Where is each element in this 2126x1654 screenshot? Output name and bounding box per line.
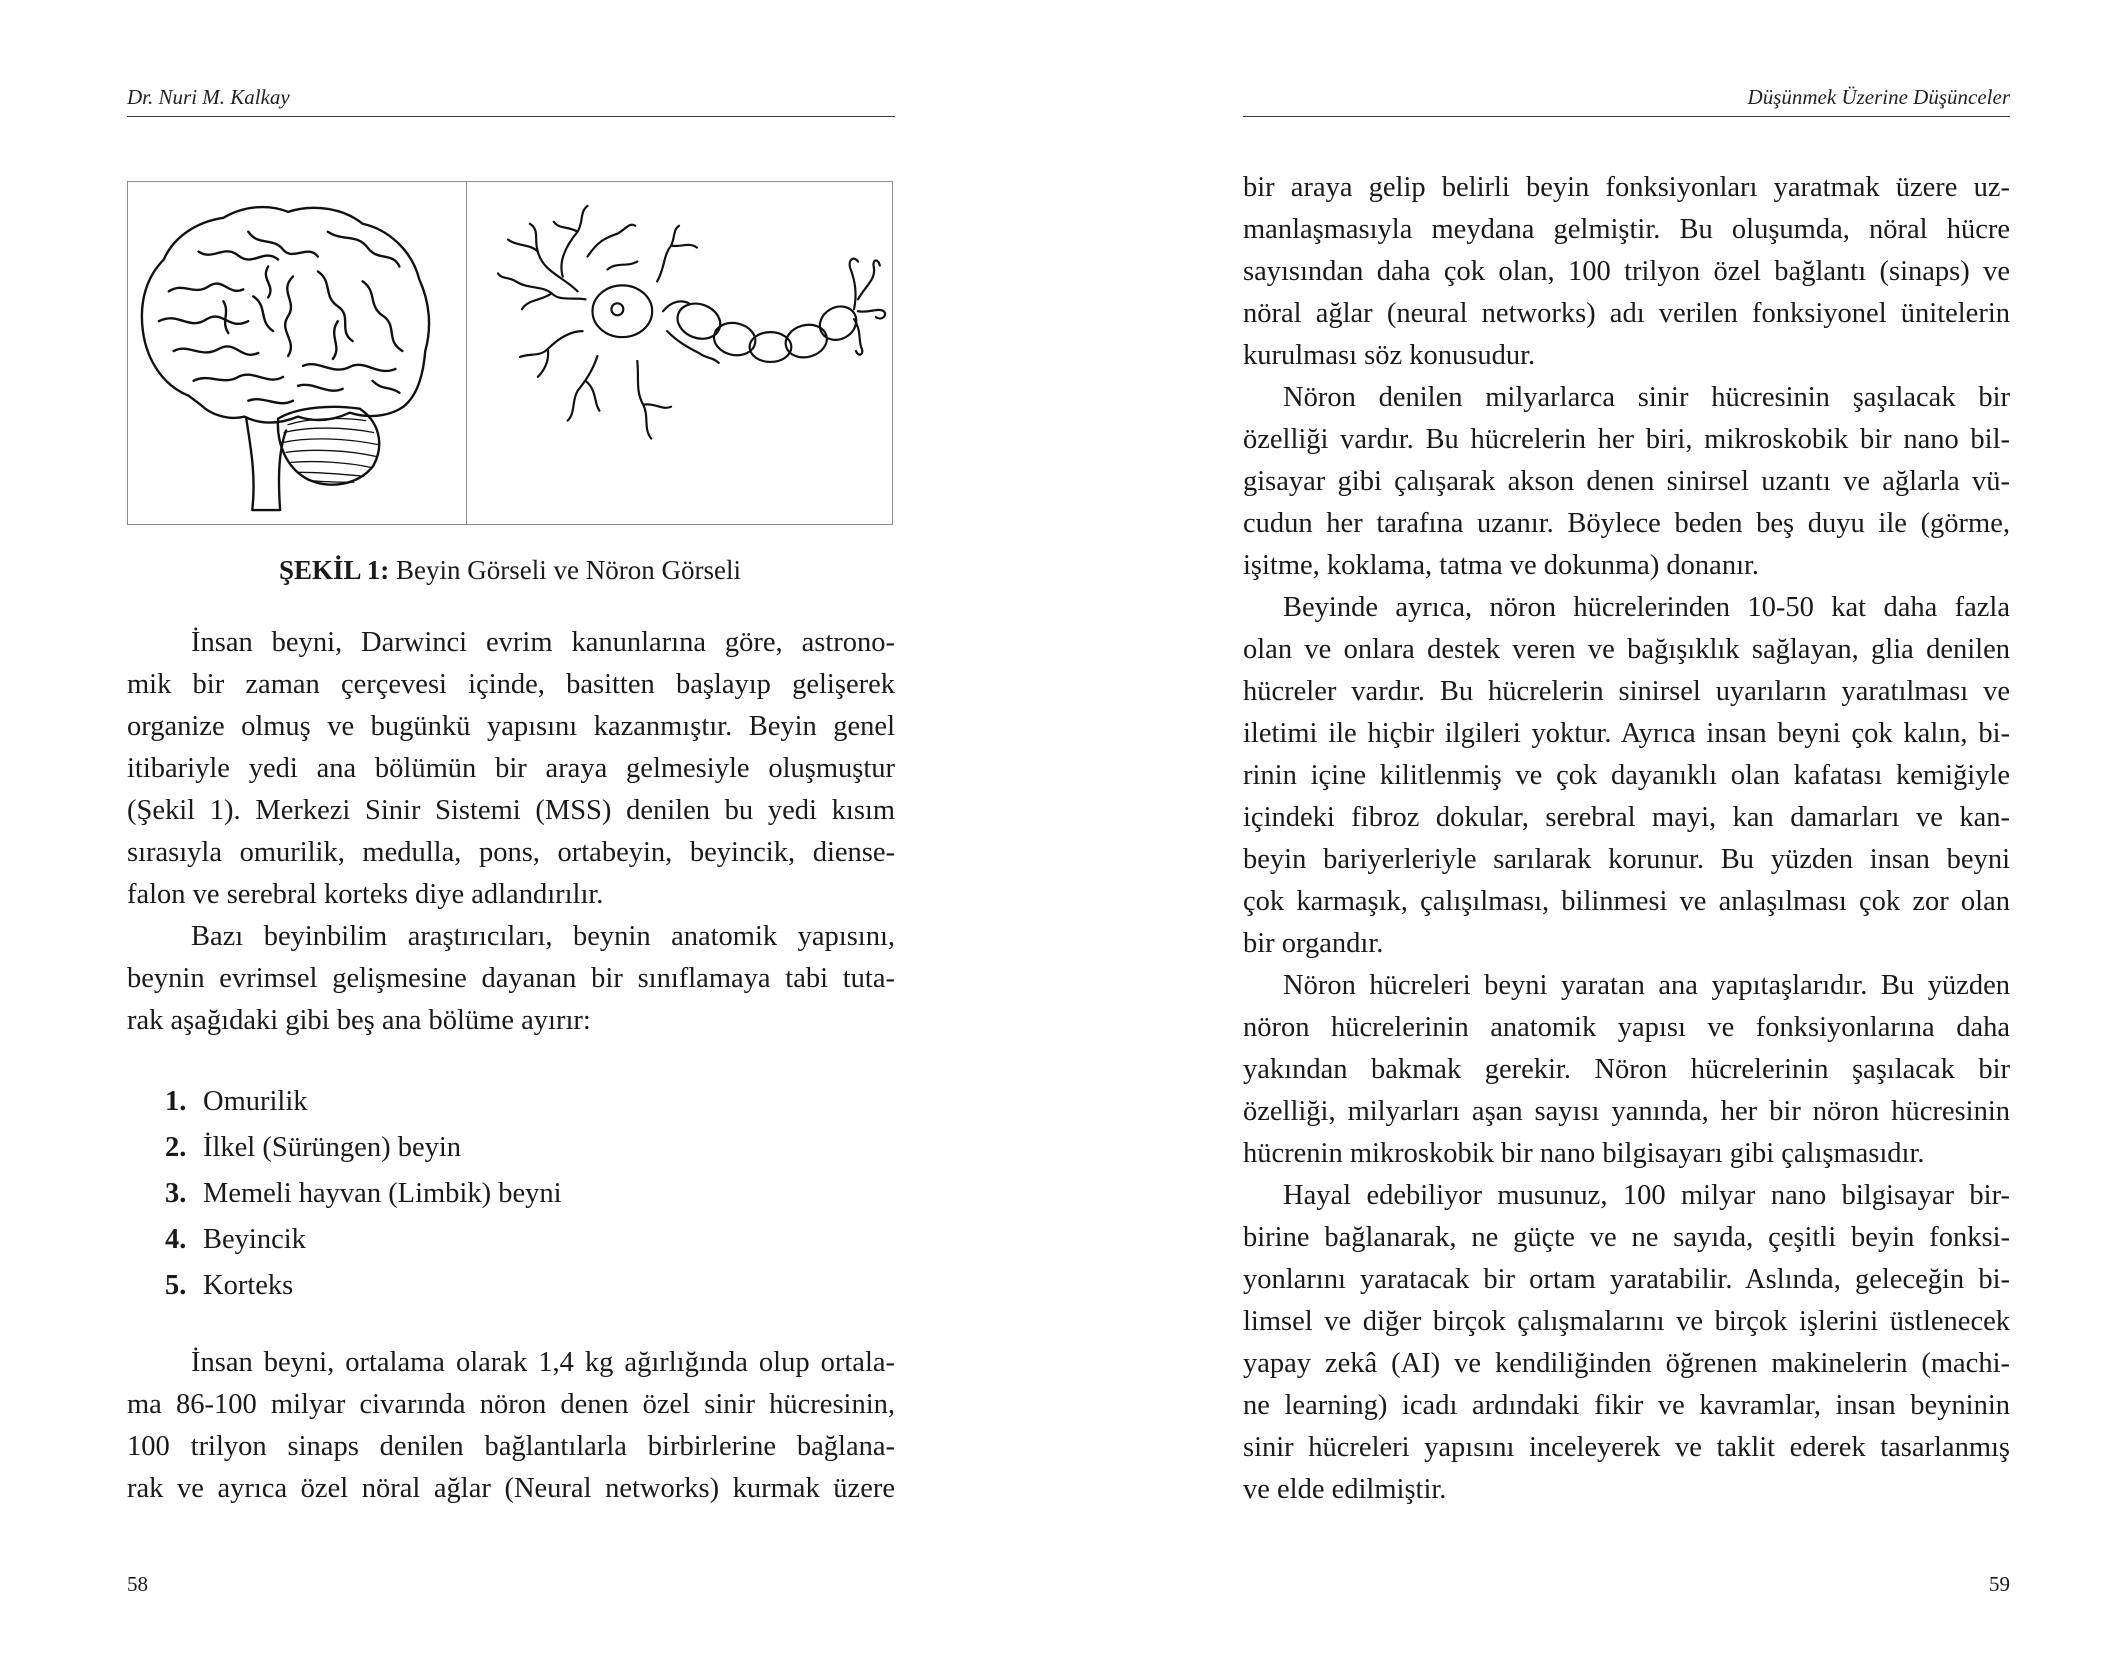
text-line: içindeki fibroz dokular, serebral mayi, kan damarları ve kan- bbox=[1243, 802, 2010, 833]
running-head-author: Dr. Nuri M. Kalkay bbox=[127, 85, 290, 109]
text-line: yapay zekâ (AI) ve kendiliğinden öğrenen makinelerin (machi- bbox=[1243, 1348, 2010, 1379]
list-item bbox=[165, 1079, 562, 1125]
right-paragraph-1 bbox=[1243, 167, 2010, 377]
list-item bbox=[165, 1171, 562, 1217]
text-line: mik bir zaman çerçevesi içinde, basitten başlayıp gelişerek bbox=[127, 669, 895, 700]
text-line: nöral ağlar (neural networks) adı verilen fonksiyonel ünitelerin bbox=[1243, 298, 2010, 329]
text-line: rak ve ayrıca özel nöral ağlar (Neural networks) kurmak üzere bbox=[127, 1473, 895, 1504]
left-paragraph-3 bbox=[127, 1342, 895, 1510]
text-line: Nöron hücreleri beyni yaratan ana yapıtaşlarıdır. Bu yüzden bbox=[1283, 970, 2010, 1001]
brain-illustration-icon bbox=[128, 182, 466, 524]
text-line: manlaşmasıyla meydana gelmiştir. Bu oluşumda, nöral hücre bbox=[1243, 214, 2010, 245]
text-line: ma 86-100 milyar civarında nöron denen özel sinir hücresinin, bbox=[127, 1389, 895, 1420]
list-number: 4. bbox=[165, 1224, 187, 1255]
text-line: rak aşağıdaki gibi beş ana bölüme ayırır: bbox=[127, 1005, 591, 1036]
text-line: ne learning) icadı ardındaki fikir ve kavramlar, insan beyninin bbox=[1243, 1390, 2010, 1421]
list-text: İlkel (Sürüngen) beyin bbox=[203, 1132, 462, 1163]
text-line: yonlarını yaratacak bir ortam yaratabilir. Aslında, geleceğin bi- bbox=[1243, 1264, 2010, 1295]
text-line: gisayar gibi çalışarak akson denen sinirsel uzantı ve ağlarla vü- bbox=[1243, 466, 2010, 497]
numbered-list bbox=[165, 1079, 562, 1309]
text-line: bir araya gelip belirli beyin fonksiyonları yaratmak üzere uz- bbox=[1243, 172, 2010, 203]
left-page bbox=[127, 0, 895, 1654]
text-line: beyin bariyerleriyle sarılarak korunur. Bu yüzden insan beyni bbox=[1243, 844, 2010, 875]
list-item bbox=[165, 1125, 562, 1171]
text-line: Beyinde ayrıca, nöron hücrelerinden 10-50 kat daha fazla bbox=[1283, 592, 2010, 623]
right-page bbox=[1243, 0, 2010, 1654]
text-line: organize olmuş ve bugünkü yapısını kazanmıştır. Beyin genel bbox=[127, 711, 895, 742]
page-number: 59 bbox=[1989, 1572, 2010, 1596]
right-paragraph-5 bbox=[1243, 1175, 2010, 1511]
figure-caption-text: Beyin Görseli ve Nöron Görseli bbox=[389, 555, 741, 585]
figure-divider bbox=[466, 182, 467, 524]
left-paragraph-2 bbox=[127, 916, 895, 1042]
text-line: yakından bakmak gerekir. Nöron hücrelerinin şaşılacak bir bbox=[1243, 1054, 2010, 1085]
list-item bbox=[165, 1217, 562, 1263]
right-paragraph-3 bbox=[1243, 587, 2010, 965]
text-line: özelliği vardır. Bu hücrelerin her biri, mikroskobik bir nano bil- bbox=[1243, 424, 2010, 455]
text-line: çok karmaşık, çalışılması, bilinmesi ve anlaşılması çok zor olan bbox=[1243, 886, 2010, 917]
list-text: Korteks bbox=[203, 1270, 294, 1301]
text-line: İnsan beyni, Darwinci evrim kanunlarına göre, astrono- bbox=[191, 627, 895, 658]
list-text: Omurilik bbox=[203, 1086, 308, 1117]
text-line: işitme, koklama, tatma ve dokunma) donanır. bbox=[1243, 550, 1760, 581]
list-number: 3. bbox=[165, 1178, 187, 1209]
text-line: sayısından daha çok olan, 100 trilyon özel bağlantı (sinaps) ve bbox=[1243, 256, 2010, 287]
header-rule bbox=[1243, 116, 2010, 117]
list-text: Memeli hayvan (Limbik) beyni bbox=[203, 1178, 562, 1209]
text-line: nöron hücrelerinin anatomik yapısı ve fonksiyonlarına daha bbox=[1243, 1012, 2010, 1043]
text-line: iletimi ile hiçbir ilgileri yoktur. Ayrıca insan beyni çok kalın, bi- bbox=[1243, 718, 2010, 749]
text-line: olan ve onlara destek veren ve bağışıklık sağlayan, glia denilen bbox=[1243, 634, 2010, 665]
text-line: rinin içine kilitlenmiş ve çok dayanıklı olan kafatası kemiğiyle bbox=[1243, 760, 2010, 791]
right-paragraph-2 bbox=[1243, 377, 2010, 587]
list-number: 2. bbox=[165, 1132, 187, 1163]
left-paragraph-1 bbox=[127, 622, 895, 916]
figure-caption-label: ŞEKİL 1: bbox=[279, 555, 390, 585]
text-line: Nöron denilen milyarlarca sinir hücresinin şaşılacak bir bbox=[1283, 382, 2010, 413]
list-number: 1. bbox=[165, 1086, 187, 1117]
text-line: falon ve serebral korteks diye adlandırılır. bbox=[127, 879, 604, 910]
header-rule bbox=[127, 116, 895, 117]
text-line: bir organdır. bbox=[1243, 928, 1384, 959]
text-line: beynin evrimsel gelişmesine dayanan bir sınıflamaya tabi tuta- bbox=[127, 963, 895, 994]
right-paragraph-4 bbox=[1243, 965, 2010, 1175]
page-number: 58 bbox=[127, 1572, 148, 1596]
text-line: ve elde edilmiştir. bbox=[1243, 1474, 1447, 1505]
text-line: Bazı beyinbilim araştırıcıları, beynin anatomik yapısını, bbox=[191, 921, 895, 952]
text-line: (Şekil 1). Merkezi Sinir Sistemi (MSS) denilen bu yedi kısım bbox=[127, 795, 895, 826]
list-text: Beyincik bbox=[203, 1224, 306, 1255]
text-line: cudun her tarafına uzanır. Böylece beden beş duyu ile (görme, bbox=[1243, 508, 2010, 539]
text-line: İnsan beyni, ortalama olarak 1,4 kg ağırlığında olup ortala- bbox=[191, 1347, 895, 1378]
text-line: sinir hücreleri yapısını inceleyerek ve taklit ederek tasarlanmış bbox=[1243, 1432, 2010, 1463]
figure-caption bbox=[127, 552, 893, 588]
text-line: kurulması söz konusudur. bbox=[1243, 340, 1536, 371]
text-line: 100 trilyon sinaps denilen bağlantılarla birbirlerine bağlana- bbox=[127, 1431, 895, 1462]
neuron-illustration-icon bbox=[468, 182, 892, 524]
list-item bbox=[165, 1263, 562, 1309]
figure-1 bbox=[127, 181, 893, 525]
text-line: hücrenin mikroskobik bir nano bilgisayarı gibi çalışmasıdır. bbox=[1243, 1138, 1925, 1169]
text-line: limsel ve diğer birçok çalışmalarını ve birçok işlerini üstlenecek bbox=[1243, 1306, 2010, 1337]
list-number: 5. bbox=[165, 1270, 187, 1301]
text-line: özelliği, milyarları aşan sayısı yanında, her bir nöron hücresinin bbox=[1243, 1096, 2010, 1127]
text-line: birine bağlanarak, ne güçte ve ne sayıda, çeşitli beyin fonksi- bbox=[1243, 1222, 2010, 1253]
text-line: Hayal edebiliyor musunuz, 100 milyar nano bilgisayar bir- bbox=[1283, 1180, 2010, 1211]
text-line: hücreler vardır. Bu hücrelerin sinirsel uyarıların yaratılması ve bbox=[1243, 676, 2010, 707]
running-head-title: Düşünmek Üzerine Düşünceler bbox=[1747, 85, 2010, 109]
text-line: itibariyle yedi ana bölümün bir araya gelmesiyle oluşmuştur bbox=[127, 753, 895, 784]
text-line: sırasıyla omurilik, medulla, pons, ortabeyin, beyincik, diense- bbox=[127, 837, 895, 868]
